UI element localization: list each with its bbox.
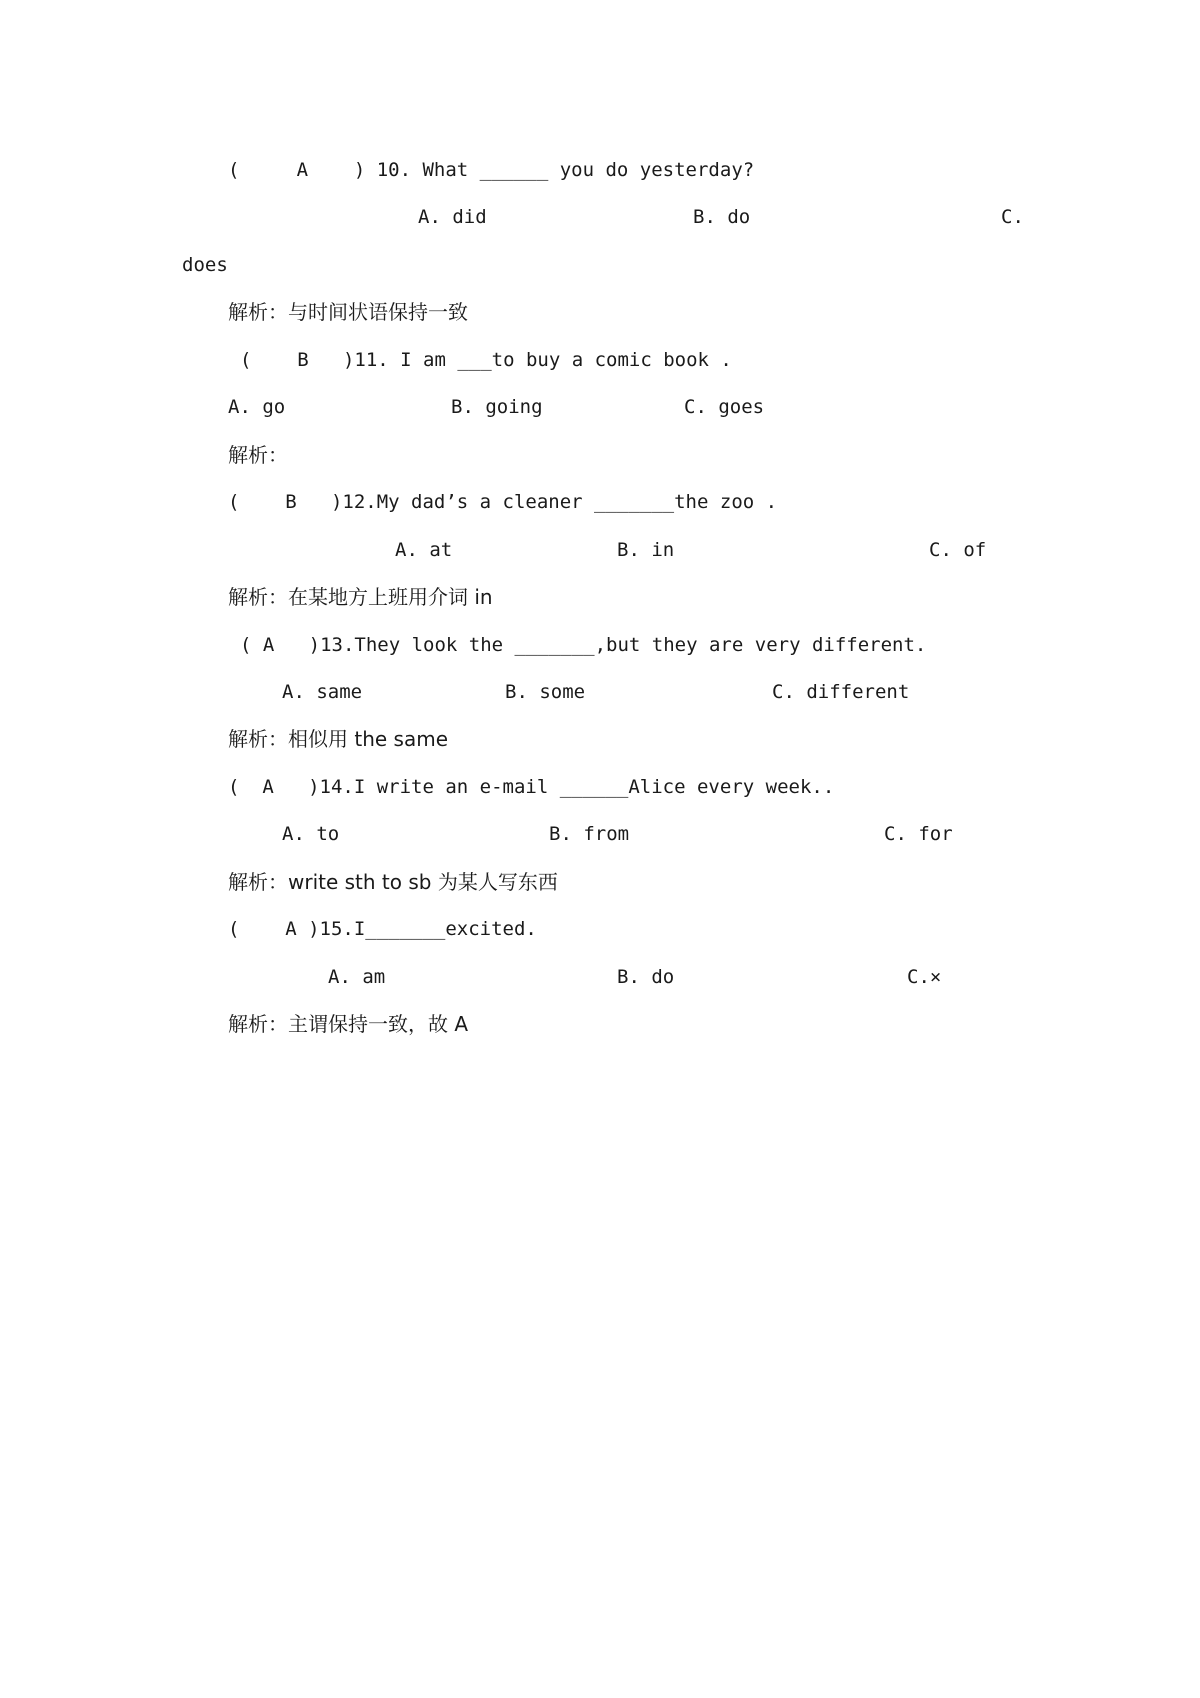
- question-text: ( B )11. I am ___to buy a comic book .: [240, 349, 732, 371]
- option-b: B. some: [505, 681, 586, 703]
- option-c-continued: does: [182, 254, 228, 276]
- analysis: 解析：与时间状语保持一致: [228, 300, 468, 324]
- question-text: ( B )12.My dad’s a cleaner _______the zoo .: [228, 491, 778, 513]
- question-text: ( A )13.They look the _______,but they are very different.: [240, 634, 927, 656]
- option-b: B. do: [617, 966, 675, 988]
- option-c: C. for: [884, 823, 953, 845]
- option-a: A. at: [395, 539, 453, 561]
- option-b: B. from: [549, 823, 630, 845]
- option-a: A. did: [418, 206, 487, 228]
- option-c: C. of: [929, 539, 987, 561]
- question-text: ( A )15.I_______excited.: [228, 918, 537, 940]
- analysis: 解析：write sth to sb 为某人写东西: [228, 870, 558, 894]
- option-a: A. am: [328, 966, 386, 988]
- option-c: C.×: [907, 966, 942, 988]
- analysis: 解析：在某地方上班用介词 in: [228, 585, 493, 609]
- analysis: 解析：相似用 the same: [228, 727, 448, 751]
- option-b: B. in: [617, 539, 675, 561]
- option-c: C. different: [772, 681, 910, 703]
- analysis: 解析：主谓保持一致，故 A: [228, 1012, 469, 1036]
- option-c: C. goes: [684, 396, 765, 418]
- option-b: B. do: [693, 206, 751, 228]
- option-a: A. go: [228, 396, 286, 418]
- question-text: ( A )14.I write an e-mail ______Alice every week..: [228, 776, 835, 798]
- question-text: ( A ) 10. What ______ you do yesterday?: [228, 159, 755, 181]
- option-a: A. same: [282, 681, 363, 703]
- option-b: B. going: [451, 396, 543, 418]
- analysis: 解析：: [228, 443, 288, 467]
- option-c: C.: [1001, 206, 1024, 228]
- option-a: A. to: [282, 823, 340, 845]
